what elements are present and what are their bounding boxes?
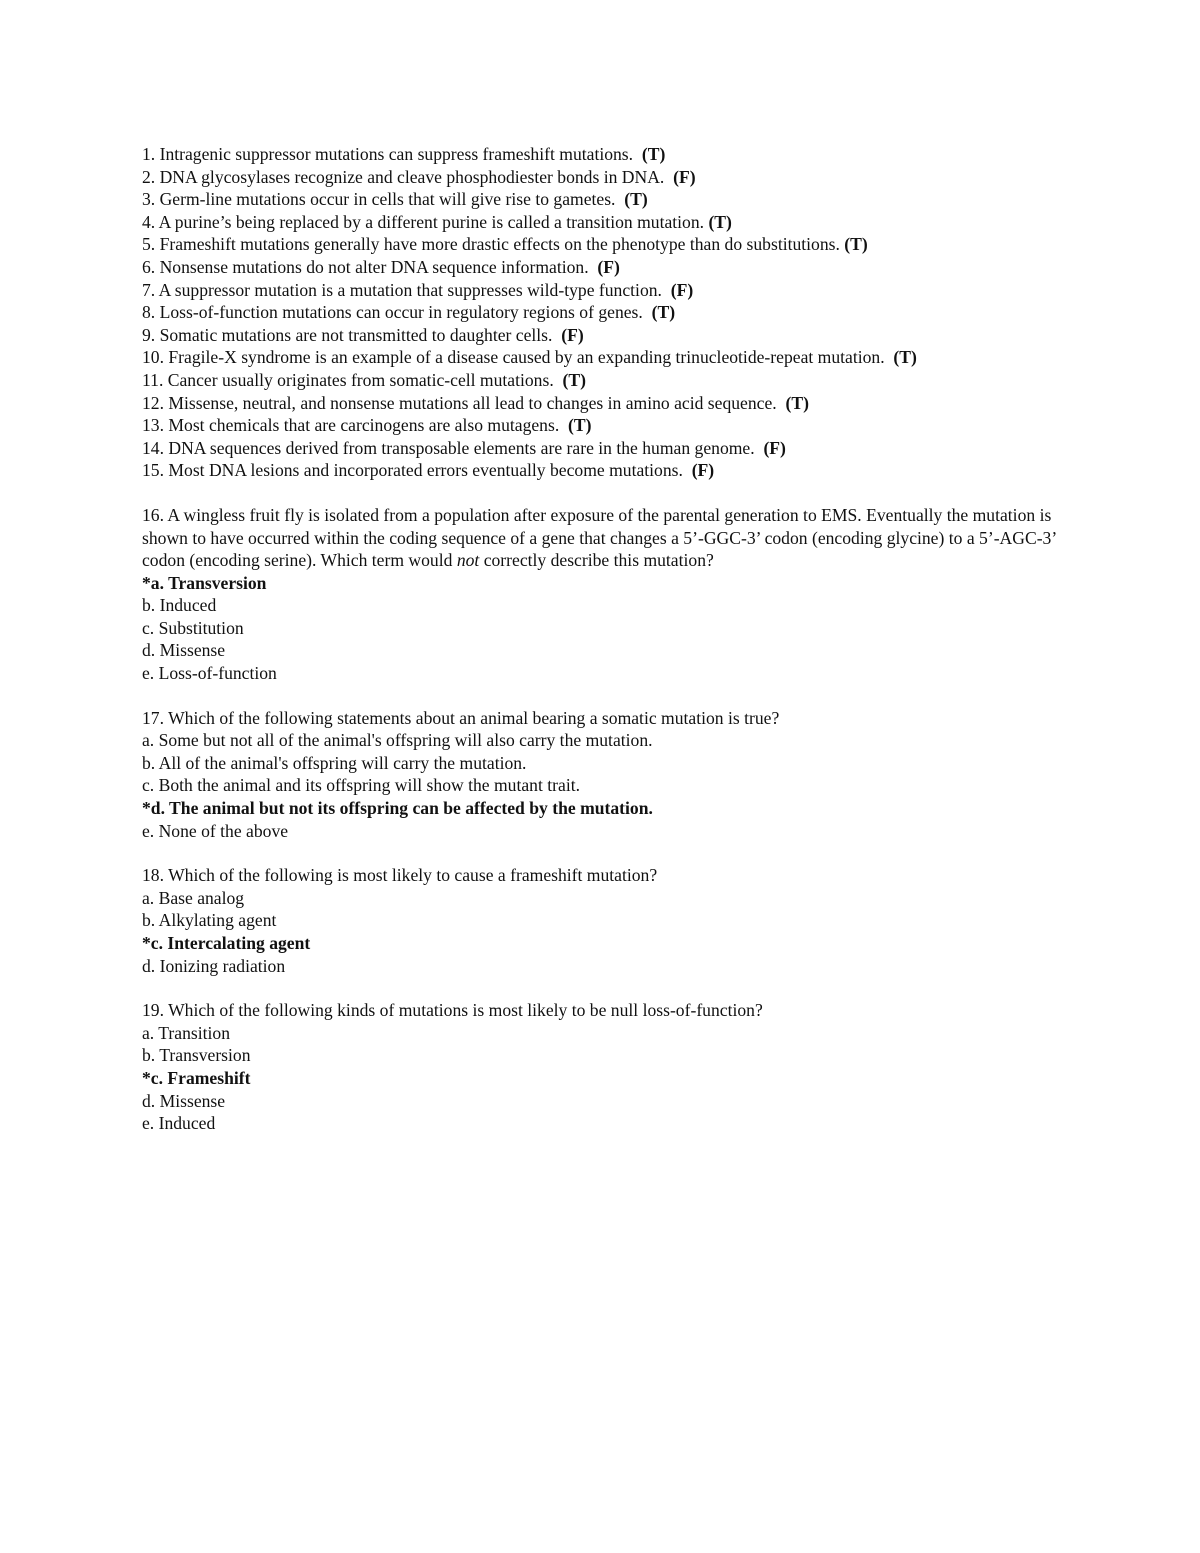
question-19	[142, 999, 1062, 1135]
question-stem: 17. Which of the following statements about an animal bearing a somatic mutation is true?	[142, 707, 780, 728]
question-stem: 18. Which of the following is most likely to cause a frameshift mutation?	[142, 865, 658, 886]
tf-item	[142, 414, 1062, 437]
question-stem	[142, 504, 1062, 572]
question-stem-text: 16. A wingless fruit fly is isolated from a population after exposure of the parental generation to EMS. Eventually the mutation is shown to have occurred within the coding sequence of a gene that changes a 5’-GGC-3’ codon (encoding glycine) to a 5’-AGC-3’ codon (encoding serine). Which term would	[142, 504, 1056, 571]
question-stem-emphasis: not	[456, 550, 480, 571]
tf-item	[142, 369, 1062, 392]
answer-option: b. Induced	[142, 595, 217, 616]
answer-option: c. Substitution	[142, 617, 244, 638]
answer-option: a. Base analog	[142, 887, 245, 908]
tf-item	[142, 233, 1062, 256]
tf-item-answer: (F)	[597, 256, 620, 277]
tf-item-text: 10. Fragile-X syndrome is an example of a disease caused by an expanding trinucleotide-repeat mutation.	[142, 347, 894, 368]
tf-item-answer: (F)	[670, 279, 694, 300]
answer-option-correct: *a. Transversion	[142, 572, 267, 593]
tf-item	[142, 279, 1062, 302]
answer-option: d. Missense	[142, 640, 226, 661]
tf-item-answer: (T)	[708, 211, 732, 232]
tf-item	[142, 211, 1062, 234]
answer-option: a. Some but not all of the animal's offspring will also carry the mutation.	[142, 730, 653, 751]
tf-item	[142, 437, 1062, 460]
tf-item	[142, 143, 1062, 166]
tf-item	[142, 256, 1062, 279]
tf-item-answer: (T)	[562, 369, 586, 390]
tf-item-answer: (T)	[785, 392, 809, 413]
tf-item-text: 2. DNA glycosylases recognize and cleave phosphodiester bonds in DNA.	[142, 166, 674, 187]
true-false-section	[142, 143, 1062, 482]
tf-item-answer: (T)	[651, 302, 676, 323]
tf-item-answer: (T)	[893, 347, 917, 368]
spacer	[142, 482, 1062, 504]
answer-option: a. Transition	[142, 1022, 230, 1043]
answer-option: d. Missense	[142, 1090, 226, 1111]
answer-option-correct: *d. The animal but not its offspring can be affected by the mutation.	[142, 798, 653, 819]
tf-item	[142, 459, 1062, 482]
tf-item-answer: (F)	[673, 166, 696, 187]
tf-item-text: 4. A purine’s being replaced by a different purine is called a transition mutation.	[142, 211, 709, 232]
tf-item	[142, 324, 1062, 347]
tf-item-text: 12. Missense, neutral, and nonsense mutations all lead to changes in amino acid sequence.	[142, 392, 786, 413]
tf-item-text: 3. Germ-line mutations occur in cells that will give rise to gametes.	[142, 189, 625, 210]
tf-item-answer: (T)	[641, 144, 666, 164]
question-16	[142, 504, 1062, 685]
quiz-content	[142, 143, 1062, 1135]
answer-option: e. Induced	[142, 1113, 216, 1134]
question-stem-text: correctly describe this mutation?	[479, 550, 714, 571]
tf-item	[142, 166, 1062, 189]
tf-item-answer: (F)	[763, 437, 786, 458]
answer-option-correct: *c. Intercalating agent	[142, 933, 311, 953]
answer-option: b. All of the animal's offspring will carry the mutation.	[142, 752, 527, 773]
tf-item-text: 5. Frameshift mutations generally have more drastic effects on the phenotype than do substitutions.	[142, 234, 845, 255]
tf-item-text: 9. Somatic mutations are not transmitted to daughter cells.	[142, 324, 562, 345]
answer-option: d. Ionizing radiation	[142, 955, 286, 976]
tf-item-answer: (F)	[561, 324, 584, 345]
answer-option: e. Loss-of-function	[142, 663, 277, 684]
answer-option-correct: *c. Frameshift	[142, 1067, 251, 1088]
question-17	[142, 707, 1062, 843]
tf-item-text: 6. Nonsense mutations do not alter DNA sequence information.	[142, 256, 598, 277]
tf-item	[142, 301, 1062, 324]
tf-item-text: 15. Most DNA lesions and incorporated errors eventually become mutations.	[142, 460, 692, 481]
answer-option: b. Alkylating agent	[142, 910, 277, 931]
spacer	[142, 685, 1062, 707]
tf-item-text: 8. Loss-of-function mutations can occur in regulatory regions of genes.	[142, 302, 652, 323]
tf-item-text: 1. Intragenic suppressor mutations can suppress frameshift mutations.	[142, 144, 642, 164]
tf-item-answer: (T)	[624, 189, 648, 210]
spacer	[142, 842, 1062, 864]
tf-item	[142, 188, 1062, 211]
tf-item-text: 14. DNA sequences derived from transposable elements are rare in the human genome.	[142, 437, 764, 458]
tf-item-text: 13. Most chemicals that are carcinogens are also mutagens.	[142, 415, 569, 436]
tf-item-answer: (T)	[844, 234, 868, 255]
question-18	[142, 864, 1062, 977]
tf-item	[142, 346, 1062, 369]
answer-option: b. Transversion	[142, 1045, 251, 1066]
tf-item-text: 7. A suppressor mutation is a mutation that suppresses wild-type function.	[142, 279, 671, 300]
tf-item	[142, 392, 1062, 415]
question-stem: 19. Which of the following kinds of mutations is most likely to be null loss-of-function?	[142, 1000, 763, 1021]
tf-item-answer: (T)	[568, 415, 592, 436]
answer-option: e. None of the above	[142, 820, 289, 841]
tf-item-answer: (F)	[691, 460, 715, 481]
answer-option: c. Both the animal and its offspring will show the mutant trait.	[142, 775, 580, 796]
tf-item-text: 11. Cancer usually originates from somatic-cell mutations.	[142, 369, 563, 390]
spacer	[142, 977, 1062, 999]
